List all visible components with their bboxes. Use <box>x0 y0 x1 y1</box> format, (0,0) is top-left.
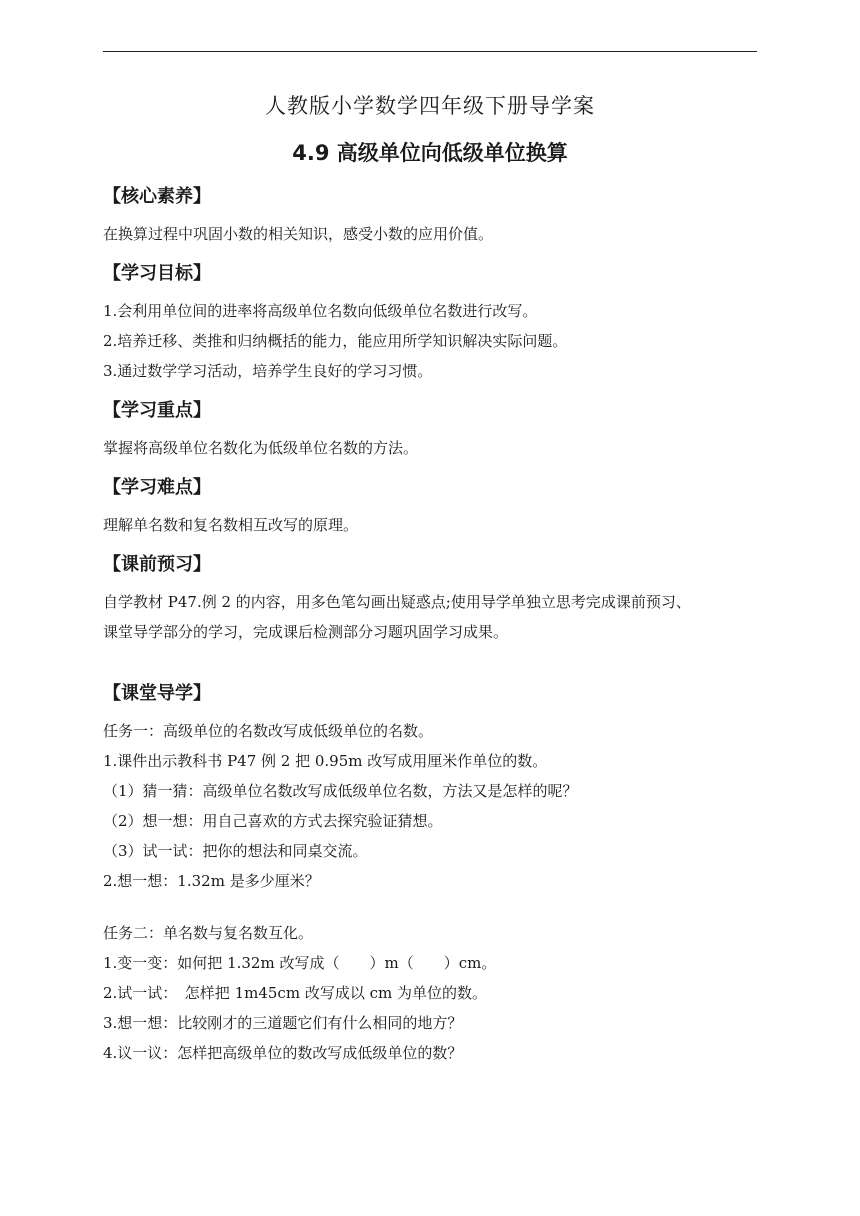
task2-line: 2.试一试： 怎样把 1m45cm 改写成以 cm 为单位的数。 <box>103 984 487 1002</box>
section-heading-goals: 【学习目标】 <box>103 263 211 284</box>
preview-line: 自学教材 P47.例 2 的内容，用多色笔勾画出疑惑点;使用导学单独立思考完成课前预习、 <box>103 593 691 611</box>
difficulty-text: 理解单名数和复名数相互改写的原理。 <box>103 516 359 534</box>
section-heading-difficulty: 【学习难点】 <box>103 477 211 498</box>
document-subtitle: 4.9 高级单位向低级单位换算 <box>292 141 568 165</box>
task2-line: 3.想一想：比较刚才的三道题它们有什么相同的地方？ <box>103 1014 463 1032</box>
section-heading-key: 【学习重点】 <box>103 400 211 421</box>
header-rule <box>103 51 757 52</box>
task1-line: （1）猜一猜：高级单位名数改写成低级单位名数，方法又是怎样的呢？ <box>103 782 578 800</box>
key-text: 掌握将高级单位名数化为低级单位名数的方法。 <box>103 439 419 457</box>
task1-line: 1.课件出示教科书 P47 例 2 把 0.95m 改写成用厘米作单位的数。 <box>103 752 548 770</box>
section-heading-preview: 【课前预习】 <box>103 554 211 575</box>
task2-line: 4.议一议：怎样把高级单位的数改写成低级单位的数？ <box>103 1044 463 1062</box>
task1-line: （2）想一想：用自己喜欢的方式去探究验证猜想。 <box>103 812 443 830</box>
document-body <box>103 180 763 1068</box>
task2-line: 任务二：单名数与复名数互化。 <box>103 924 314 942</box>
task1-line: （3）试一试：把你的想法和同桌交流。 <box>103 842 368 860</box>
core-text: 在换算过程中巩固小数的相关知识，感受小数的应用价值。 <box>103 225 494 243</box>
task2-line: 1.变一变：如何把 1.32m 改写成（ ）m（ ）cm。 <box>103 954 497 972</box>
section-heading-core: 【核心素养】 <box>103 186 211 207</box>
goal-item: 2.培养迁移、类推和归纳概括的能力，能应用所学知识解决实际问题。 <box>103 332 568 350</box>
preview-line: 课堂导学部分的学习，完成课后检测部分习题巩固学习成果。 <box>103 623 509 641</box>
task1-line: 2.想一想：1.32m 是多少厘米？ <box>103 872 320 890</box>
section-heading-guide: 【课堂导学】 <box>103 683 211 704</box>
document-title: 人教版小学数学四年级下册导学案 <box>265 94 595 118</box>
task1-line: 任务一：高级单位的名数改写成低级单位的名数。 <box>103 722 434 740</box>
goal-item: 1.会利用单位间的进率将高级单位名数向低级单位名数进行改写。 <box>103 302 538 320</box>
goal-item: 3.通过数学学习活动，培养学生良好的学习习惯。 <box>103 362 433 380</box>
